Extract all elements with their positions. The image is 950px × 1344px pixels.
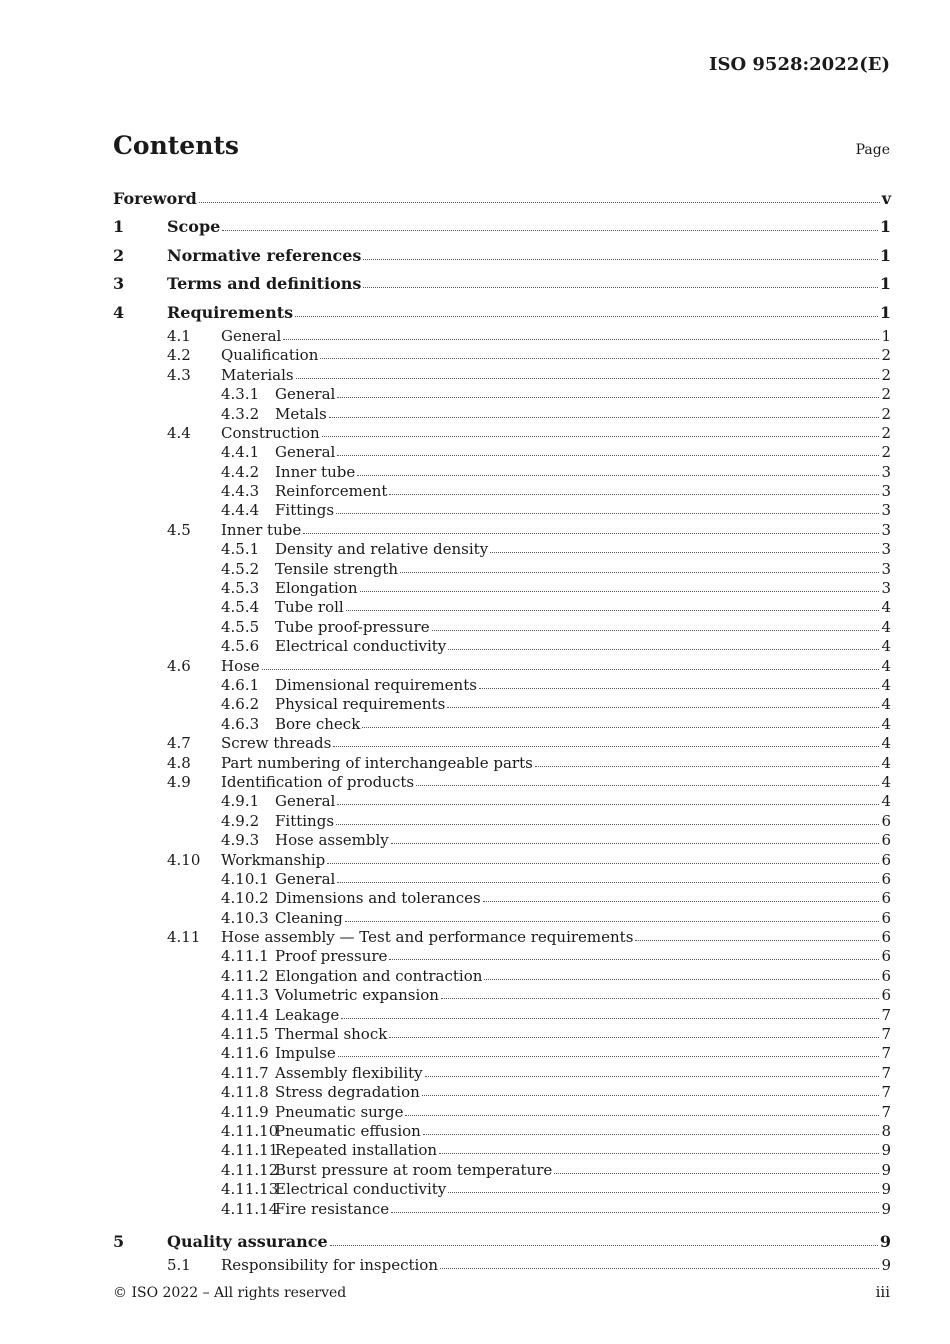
toc-entry-number: 5.1 [167,1256,191,1275]
toc-entry-title[interactable]: Bore check [275,714,361,733]
toc-entry[interactable] [113,851,891,870]
dot-leader [448,645,879,650]
dot-leader [389,490,879,495]
toc-entry-page: 7 [881,1063,891,1082]
dot-leader [295,312,878,317]
toc-entry-title[interactable]: Leakage [275,1005,340,1024]
toc-entry-title[interactable]: Workmanship [221,850,326,869]
toc-entry-page: 4 [881,695,891,714]
dot-leader [336,820,879,825]
toc-entry-title[interactable]: Thermal shock [275,1025,388,1044]
toc-entry[interactable] [113,812,891,831]
toc-entry-page: 7 [881,1044,891,1063]
toc-entry-number: 4.11 [167,928,201,947]
toc-entry-page: 9 [879,1231,891,1251]
toc-entry[interactable] [113,831,891,850]
toc-entry-number: 4.1 [167,326,191,345]
toc-entry-title[interactable]: Scope [167,217,221,237]
dot-leader [330,1241,878,1246]
toc-entry-page: 9 [881,1141,891,1160]
dot-leader [337,451,879,456]
toc-entry-title[interactable]: Inner tube [275,462,356,481]
dot-leader [320,354,879,359]
toc-entry-title[interactable]: Fittings [275,811,335,830]
toc-entry-page: 1 [881,326,891,345]
toc-entry-title[interactable]: Fittings [275,501,335,520]
toc-entry-title[interactable]: Dimensions and tolerances [275,889,481,908]
contents-heading: Contents [113,131,240,160]
toc-entry-title[interactable]: Physical requirements [275,695,446,714]
toc-entry-number: 4.9.2 [221,811,260,830]
dot-leader [441,994,880,999]
toc-entry-page: 2 [881,404,891,423]
dot-leader [389,955,879,960]
toc-entry-page: v [881,189,891,208]
toc-entry[interactable] [113,792,891,811]
toc-entry-title[interactable]: Materials [221,365,294,384]
toc-entry-title[interactable]: Construction [221,423,320,442]
toc-entry-number: 4.11.4 [221,1005,269,1024]
toc-entry[interactable] [113,482,891,501]
toc-entry-page: 7 [881,1102,891,1121]
toc-entry[interactable] [113,299,891,327]
toc-entry[interactable] [113,598,891,617]
toc-entry-title[interactable]: Metals [275,404,327,423]
toc-entry-number: 4 [113,302,125,322]
toc-entry[interactable] [113,754,891,773]
toc-entry[interactable] [113,1122,891,1141]
toc-entry-number: 4.10.1 [221,869,269,888]
dot-leader [490,548,879,553]
toc-entry-title[interactable]: Normative references [167,245,362,265]
dot-leader [400,568,879,573]
toc-entry[interactable] [113,540,891,559]
dot-leader [535,762,880,767]
dot-leader [360,587,880,592]
toc-entry[interactable] [113,695,891,714]
toc-entry-page: 9 [881,1180,891,1199]
toc-entry-title[interactable]: Electrical conductivity [275,1180,447,1199]
toc-entry-title[interactable]: Responsibility for inspection [221,1256,438,1275]
document-reference: ISO 9528:2022(E) [709,54,890,75]
toc-entry-number: 1 [113,217,125,237]
toc-entry-page: 6 [881,928,891,947]
toc-entry-title[interactable]: General [275,869,336,888]
toc-entry-page: 6 [881,889,891,908]
toc-entry-number: 4.3.2 [221,404,260,423]
toc-entry-title[interactable]: General [275,385,336,404]
toc-entry-title[interactable]: Electrical conductivity [275,637,447,656]
dot-leader [357,471,879,476]
toc-entry-title[interactable]: General [275,443,336,462]
toc-entry-page: 2 [881,385,891,404]
dot-leader [336,509,879,514]
toc-entry[interactable] [113,579,891,598]
toc-entry[interactable] [113,1103,891,1122]
toc-entry-number: 4.11.7 [221,1063,269,1082]
toc-entry-title[interactable]: Dimensional requirements [275,675,477,694]
toc-entry-title[interactable]: Requirements [167,302,294,322]
toc-entry[interactable] [113,889,891,908]
toc-entry-page: 7 [881,1025,891,1044]
toc-entry[interactable] [113,327,891,346]
dot-leader [425,1072,880,1077]
dot-leader [303,529,879,534]
toc-entry-title[interactable]: Screw threads [221,734,332,753]
dot-leader [389,1033,879,1038]
toc-entry[interactable] [113,734,891,753]
dot-leader [222,226,878,231]
toc-entry-page: 2 [881,423,891,442]
toc-entry-page: 1 [879,274,891,294]
toc-entry[interactable] [113,1083,891,1102]
dot-leader [199,198,880,203]
toc-entry[interactable] [113,1200,891,1219]
toc-entry[interactable] [113,1025,891,1044]
toc-entry-number: 4.4.1 [221,443,260,462]
toc-entry[interactable] [113,1064,891,1083]
dot-leader [283,335,879,340]
toc-entry-number: 4.4.3 [221,482,260,501]
toc-entry-number: 4.11.3 [221,986,269,1005]
toc-entry-number: 4.4 [167,423,191,442]
toc-entry-page: 6 [881,811,891,830]
toc-entry-title[interactable]: Burst pressure at room temperature [275,1160,553,1179]
toc-entry[interactable] [113,185,891,213]
toc-entry-title[interactable]: Hose assembly [275,831,389,850]
toc-entry[interactable] [113,1006,891,1025]
toc-entry-number: 4.6.1 [221,675,260,694]
toc-entry-title[interactable]: Impulse [275,1044,336,1063]
toc-entry-number: 4.11.6 [221,1044,269,1063]
toc-entry[interactable] [113,1141,891,1160]
table-of-contents [113,185,891,1276]
toc-entry-title[interactable]: General [221,326,282,345]
toc-entry-page: 4 [881,617,891,636]
toc-entry-page: 4 [881,714,891,733]
dot-leader [362,723,879,728]
dot-leader [337,800,879,805]
toc-entry-title[interactable]: Inner tube [221,520,302,539]
toc-entry-page: 3 [881,482,891,501]
toc-entry-title[interactable]: Repeated installation [275,1141,438,1160]
toc-entry-page: 3 [881,540,891,559]
toc-entry-page: 3 [881,501,891,520]
toc-entry-title[interactable]: Quality assurance [167,1231,328,1251]
toc-entry-number: 4.11.14 [221,1199,279,1218]
toc-entry[interactable] [113,637,891,656]
toc-entry-page: 8 [881,1121,891,1140]
toc-entry-number: 4.5.6 [221,637,260,656]
toc-entry[interactable] [113,270,891,298]
toc-entry[interactable] [113,676,891,695]
toc-entry-page: 1 [879,302,891,322]
toc-entry-page: 7 [881,1005,891,1024]
toc-entry-page: 9 [881,1199,891,1218]
page-column-label: Page [855,142,890,158]
toc-entry[interactable] [113,773,891,792]
toc-entry-number: 4.10 [167,850,201,869]
toc-entry-page: 6 [881,947,891,966]
toc-entry-title[interactable]: Pneumatic effusion [275,1121,421,1140]
toc-entry-number: 4.11.8 [221,1083,269,1102]
toc-entry-page: 9 [881,1160,891,1179]
toc-entry-number: 4.5.1 [221,540,260,559]
toc-entry-page: 4 [881,598,891,617]
toc-entry[interactable] [113,366,891,385]
toc-entry-number: 4.5.4 [221,598,260,617]
dot-leader [484,975,879,980]
toc-entry[interactable] [113,521,891,540]
dot-leader [391,839,880,844]
toc-entry-title[interactable]: Pneumatic surge [275,1102,404,1121]
dot-leader [416,781,879,786]
toc-entry[interactable] [113,1161,891,1180]
toc-entry[interactable] [113,424,891,443]
toc-entry-title[interactable]: Volumetric expansion [275,986,439,1005]
toc-entry-page: 4 [881,772,891,791]
dot-leader [329,413,880,418]
toc-entry-page: 2 [881,346,891,365]
toc-entry-number: 4.6 [167,656,191,675]
toc-entry-page: 3 [881,579,891,598]
toc-entry-number: 4.10.3 [221,908,269,927]
toc-entry-page: 4 [881,734,891,753]
toc-entry-page: 4 [881,637,891,656]
dot-leader [322,432,880,437]
toc-entry-number: 4.11.1 [221,947,269,966]
toc-entry[interactable] [113,1180,891,1199]
toc-entry-number: 4.5.3 [221,579,260,598]
toc-entry-title[interactable]: Elongation [275,579,358,598]
toc-entry-title[interactable]: Fire resistance [275,1199,390,1218]
toc-entry-title[interactable]: Stress degradation [275,1083,420,1102]
toc-entry-page: 3 [881,559,891,578]
toc-entry[interactable] [113,213,891,241]
dot-leader [337,878,879,883]
toc-entry[interactable] [113,501,891,520]
toc-entry-page: 3 [881,462,891,481]
dot-leader [338,1052,880,1057]
toc-entry[interactable] [113,346,891,365]
toc-entry[interactable] [113,443,891,462]
toc-entry-page: 6 [881,986,891,1005]
toc-entry-title[interactable]: Tensile strength [275,559,399,578]
toc-entry-number: 4.2 [167,346,191,365]
toc-entry-title[interactable]: Proof pressure [275,947,388,966]
dot-leader [363,283,877,288]
toc-entry[interactable] [113,715,891,734]
toc-entry-number: 4.11.2 [221,966,269,985]
toc-entry-page: 3 [881,520,891,539]
toc-entry-title[interactable]: Part numbering of interchangeable parts [221,753,533,772]
toc-entry-number: 4.11.10 [221,1121,279,1140]
toc-entry-number: 4.7 [167,734,191,753]
toc-entry-page: 6 [881,869,891,888]
toc-entry[interactable] [113,909,891,928]
toc-entry-page: 1 [879,245,891,265]
toc-entry-number: 4.11.12 [221,1160,279,1179]
toc-entry-page: 1 [879,217,891,237]
dot-leader [262,665,880,670]
toc-entry-number: 3 [113,274,125,294]
toc-entry-page: 2 [881,365,891,384]
toc-entry-number: 4.3 [167,365,191,384]
toc-entry-title[interactable]: Identification of products [221,772,415,791]
toc-entry-number: 5 [113,1231,125,1251]
toc-entry-number: 4.6.3 [221,714,260,733]
toc-entry-title[interactable]: Tube proof-pressure [275,617,430,636]
dot-leader [447,703,879,708]
toc-entry-number: 4.5.2 [221,559,260,578]
toc-entry-number: 4.11.13 [221,1180,279,1199]
toc-entry[interactable] [113,967,891,986]
toc-entry-page: 4 [881,753,891,772]
toc-entry-page: 6 [881,908,891,927]
toc-entry-title[interactable]: Terms and definitions [167,274,362,294]
dot-leader [554,1169,879,1174]
toc-entry-page: 7 [881,1083,891,1102]
dot-leader [296,374,880,379]
toc-entry[interactable] [113,1228,891,1256]
toc-entry[interactable] [113,405,891,424]
toc-entry-number: 4.5 [167,520,191,539]
toc-entry-number: 4.6.2 [221,695,260,714]
dot-leader [405,1111,879,1116]
toc-entry-title[interactable]: Assembly flexibility [275,1063,423,1082]
toc-entry[interactable] [113,928,891,947]
toc-entry-number: 4.11.11 [221,1141,279,1160]
toc-entry[interactable] [113,385,891,404]
dot-leader [422,1091,880,1096]
dot-leader [391,1208,879,1213]
toc-entry[interactable] [113,618,891,637]
toc-entry-title[interactable]: Qualification [221,346,319,365]
toc-entry-number: 4.11.9 [221,1102,269,1121]
toc-entry-number: 4.11.5 [221,1025,269,1044]
toc-entry-number: 4.9.1 [221,792,260,811]
toc-entry[interactable] [113,657,891,676]
toc-entry[interactable] [113,1256,891,1275]
toc-entry-number: 2 [113,245,125,265]
dot-leader [341,1014,879,1019]
toc-entry-title[interactable]: Density and relative density [275,540,489,559]
footer-page-number: iii [875,1283,890,1301]
toc-entry-page: 4 [881,656,891,675]
dot-leader [635,936,879,941]
toc-entry[interactable] [113,986,891,1005]
toc-entry-title[interactable]: Tube roll [275,598,344,617]
dot-leader [327,859,879,864]
dot-leader [432,626,880,631]
toc-entry-number: 4.4.4 [221,501,260,520]
toc-entry-number: 4.10.2 [221,889,269,908]
dot-leader [333,742,879,747]
dot-leader [479,684,880,689]
footer-copyright: © ISO 2022 – All rights reserved [113,1285,347,1301]
toc-entry-number: 4.3.1 [221,385,260,404]
toc-entry-number: 4.8 [167,753,191,772]
dot-leader [423,1130,880,1135]
dot-leader [448,1188,879,1193]
toc-entry[interactable] [113,463,891,482]
toc-entry-title[interactable]: Hose [221,656,260,675]
toc-entry-page: 9 [881,1256,891,1275]
toc-entry[interactable] [113,1044,891,1063]
toc-entry-number: 4.4.2 [221,462,260,481]
toc-entry-title[interactable]: Reinforcement [275,482,388,501]
toc-entry-page: 6 [881,850,891,869]
toc-entry-page: 4 [881,675,891,694]
toc-entry-title[interactable]: General [275,792,336,811]
toc-entry-page: 4 [881,792,891,811]
dot-leader [337,393,879,398]
toc-entry-page: 6 [881,966,891,985]
toc-entry-page: 6 [881,831,891,850]
toc-entry[interactable] [113,947,891,966]
toc-entry-title[interactable]: Hose assembly — Test and performance requirements [221,928,634,947]
toc-entry-number: 4.9 [167,772,191,791]
toc-entry-number: 4.5.5 [221,617,260,636]
toc-entry[interactable] [113,242,891,270]
dot-leader [346,606,880,611]
toc-entry[interactable] [113,870,891,889]
toc-entry-title[interactable]: Cleaning [275,908,343,927]
toc-entry-title[interactable]: Foreword [113,189,197,208]
dot-leader [483,897,880,902]
dot-leader [345,917,880,922]
dot-leader [363,255,877,260]
toc-entry-number: 4.9.3 [221,831,260,850]
toc-entry-page: 2 [881,443,891,462]
dot-leader [440,1264,879,1269]
toc-entry-title[interactable]: Elongation and contraction [275,966,483,985]
dot-leader [439,1149,879,1154]
toc-entry[interactable] [113,560,891,579]
